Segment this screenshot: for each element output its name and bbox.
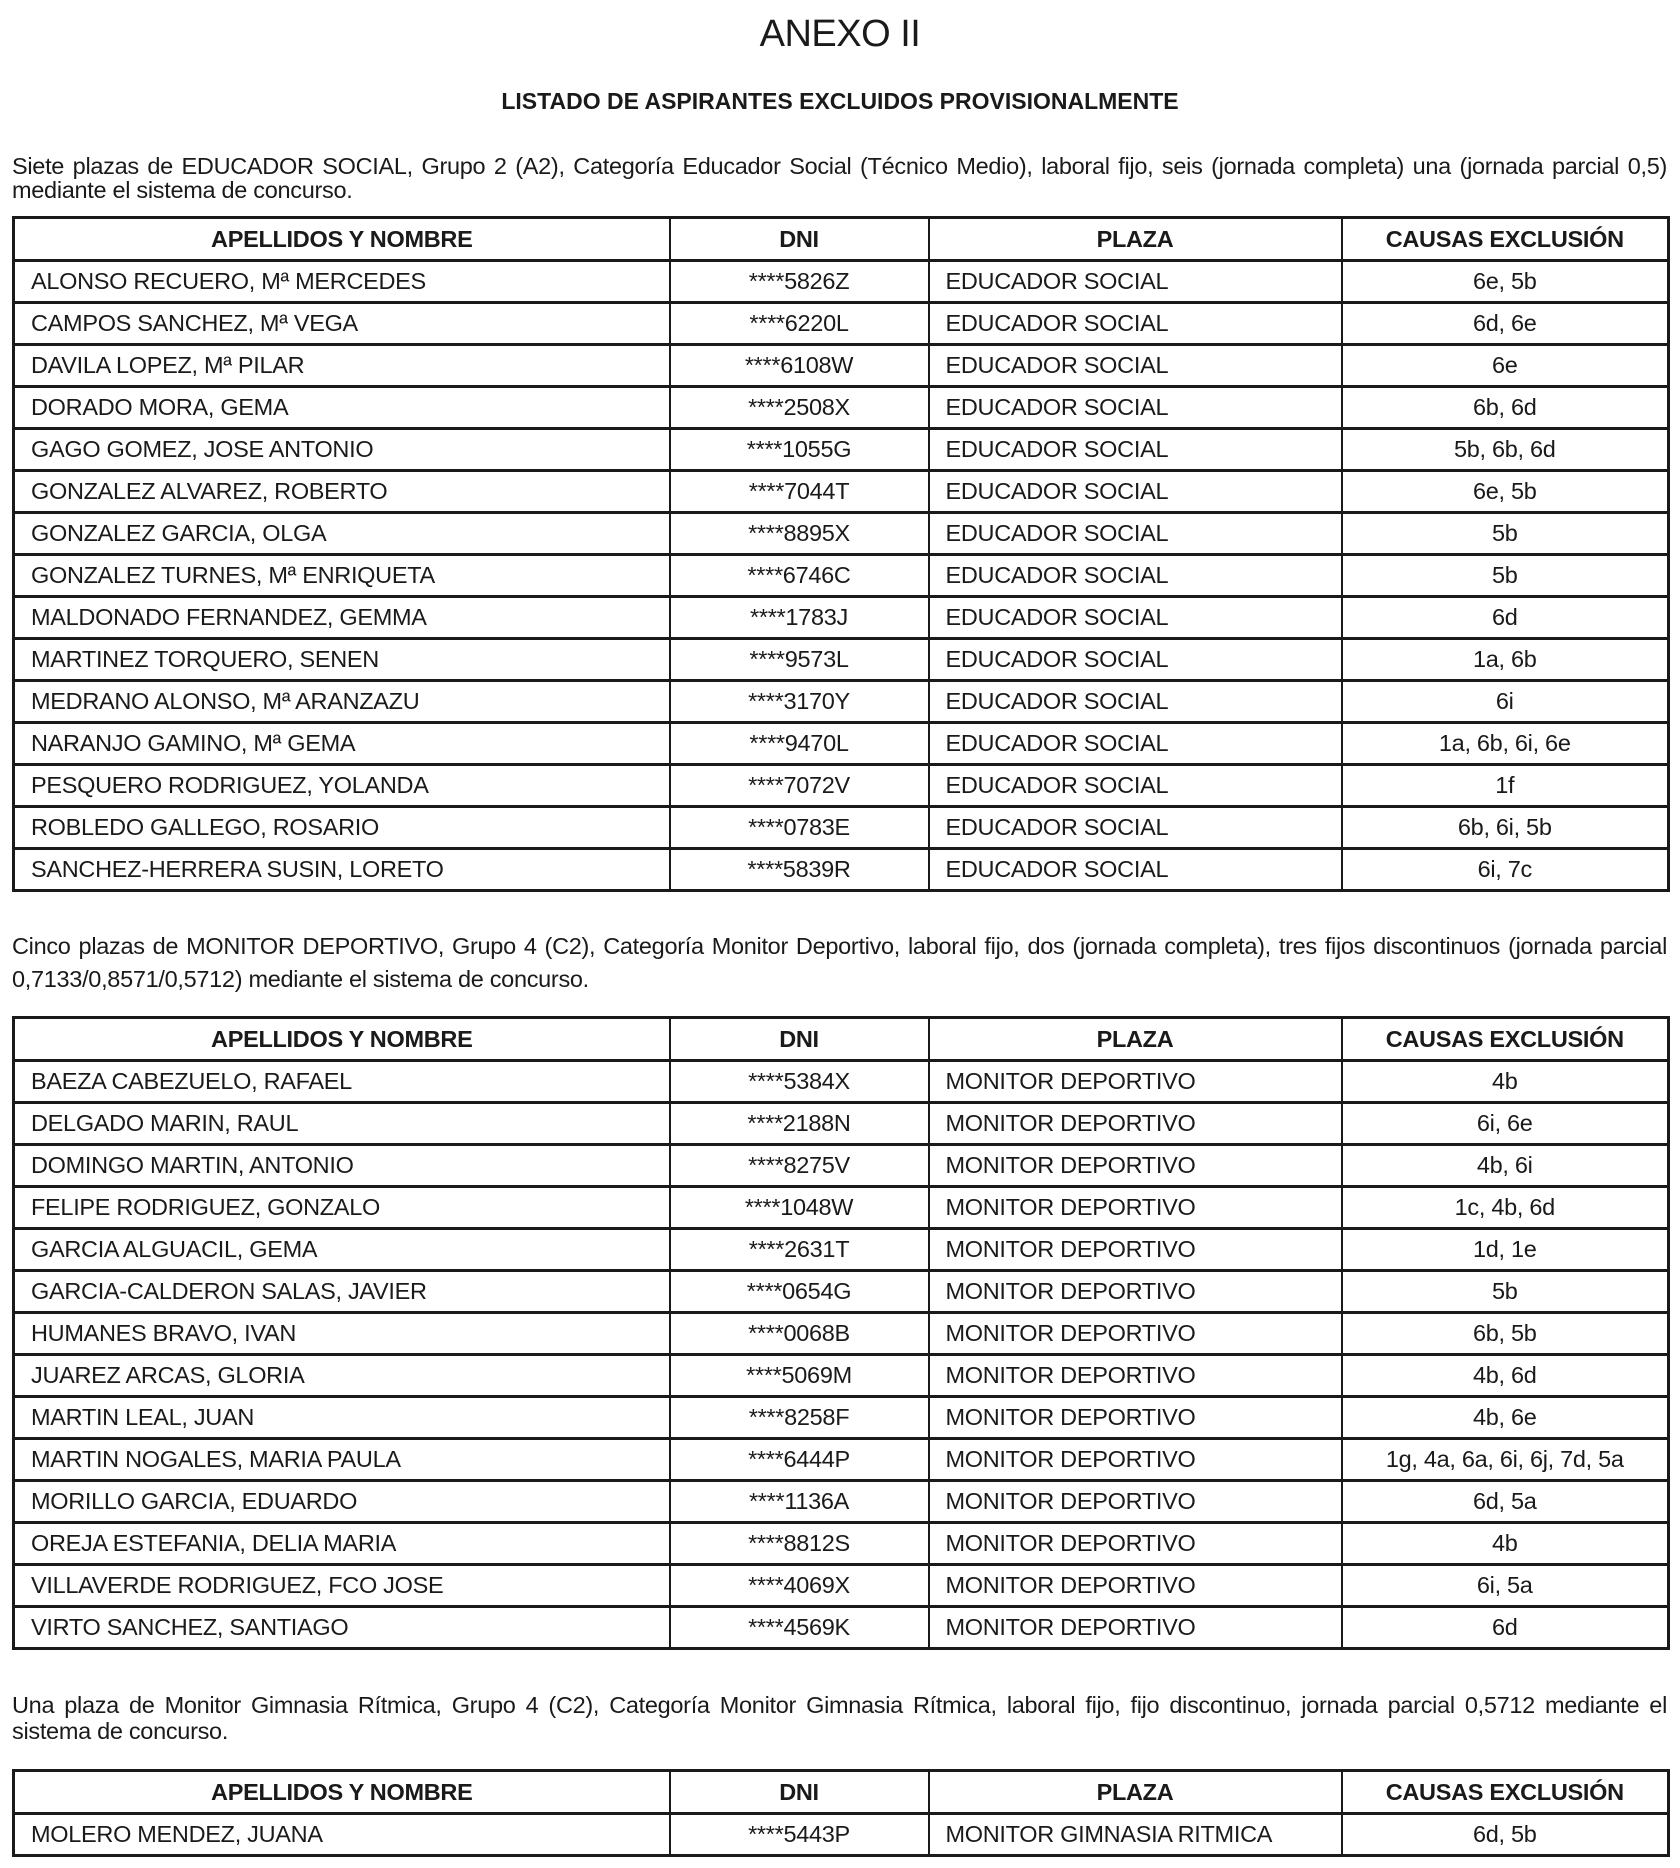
cell-causas: 4b, 6i xyxy=(1342,1145,1669,1187)
table-row xyxy=(14,1523,1669,1565)
table-header-row xyxy=(14,218,1669,261)
cell-dni: ****6444P xyxy=(670,1439,929,1481)
cell-causas: 1f xyxy=(1342,765,1669,807)
cell-name: DELGADO MARIN, RAUL xyxy=(14,1103,670,1145)
section-2-table xyxy=(12,1016,1670,1650)
cell-plaza: MONITOR DEPORTIVO xyxy=(929,1271,1342,1313)
table-row xyxy=(14,765,1669,807)
cell-dni: ****5443P xyxy=(670,1814,929,1856)
table-row xyxy=(14,345,1669,387)
table-row xyxy=(14,1229,1669,1271)
document-title: ANEXO II xyxy=(759,13,921,55)
cell-causas: 1a, 6b, 6i, 6e xyxy=(1342,723,1669,765)
cell-plaza: MONITOR DEPORTIVO xyxy=(929,1103,1342,1145)
cell-causas: 6e xyxy=(1342,345,1669,387)
cell-dni: ****0783E xyxy=(670,807,929,849)
column-header-causas: CAUSAS EXCLUSIÓN xyxy=(1342,1018,1669,1061)
cell-name: GONZALEZ TURNES, Mª ENRIQUETA xyxy=(14,555,670,597)
cell-dni: ****1783J xyxy=(670,597,929,639)
cell-name: FELIPE RODRIGUEZ, GONZALO xyxy=(14,1187,670,1229)
cell-dni: ****4069X xyxy=(670,1565,929,1607)
table-header-row xyxy=(14,1018,1669,1061)
cell-dni: ****8258F xyxy=(670,1397,929,1439)
section-1-description: Siete plazas de EDUCADOR SOCIAL, Grupo 2 (A2), Categoría Educador Social (Técnico Medio), laboral fijo, seis (jornada completa) una (jornada parcial 0,5) mediante el sistema de concurso. xyxy=(12,153,1667,203)
cell-name: GONZALEZ ALVAREZ, ROBERTO xyxy=(14,471,670,513)
cell-causas: 1a, 6b xyxy=(1342,639,1669,681)
table-row xyxy=(14,1397,1669,1439)
cell-plaza: EDUCADOR SOCIAL xyxy=(929,429,1342,471)
table-row xyxy=(14,1061,1669,1103)
cell-dni: ****1055G xyxy=(670,429,929,471)
cell-plaza: MONITOR DEPORTIVO xyxy=(929,1355,1342,1397)
cell-plaza: MONITOR DEPORTIVO xyxy=(929,1565,1342,1607)
cell-name: GAGO GOMEZ, JOSE ANTONIO xyxy=(14,429,670,471)
cell-name: ALONSO RECUERO, Mª MERCEDES xyxy=(14,261,670,303)
table-row xyxy=(14,1187,1669,1229)
cell-dni: ****6746C xyxy=(670,555,929,597)
cell-plaza: EDUCADOR SOCIAL xyxy=(929,765,1342,807)
cell-name: SANCHEZ-HERRERA SUSIN, LORETO xyxy=(14,849,670,891)
table-row xyxy=(14,1313,1669,1355)
cell-causas: 6b, 5b xyxy=(1342,1313,1669,1355)
cell-causas: 1d, 1e xyxy=(1342,1229,1669,1271)
cell-causas: 4b, 6e xyxy=(1342,1397,1669,1439)
cell-dni: ****9573L xyxy=(670,639,929,681)
cell-name: VILLAVERDE RODRIGUEZ, FCO JOSE xyxy=(14,1565,670,1607)
column-header-causas: CAUSAS EXCLUSIÓN xyxy=(1342,1771,1669,1814)
column-header-plaza: PLAZA xyxy=(929,1771,1342,1814)
cell-plaza: MONITOR DEPORTIVO xyxy=(929,1313,1342,1355)
cell-plaza: MONITOR DEPORTIVO xyxy=(929,1397,1342,1439)
section-2-description: Cinco plazas de MONITOR DEPORTIVO, Grupo 4 (C2), Categoría Monitor Deportivo, laboral fijo, dos (jornada completa), tres fijos discontinuos (jornada parcial 0,7133/0,8571/0,5712) mediante el sistema de concurso. xyxy=(12,933,1667,992)
table-row xyxy=(14,849,1669,891)
table-header-row xyxy=(14,1771,1669,1814)
cell-dni: ****2188N xyxy=(670,1103,929,1145)
document-subtitle: LISTADO DE ASPIRANTES EXCLUIDOS PROVISIONALMENTE xyxy=(501,88,1179,114)
cell-dni: ****0654G xyxy=(670,1271,929,1313)
cell-plaza: EDUCADOR SOCIAL xyxy=(929,261,1342,303)
column-header-dni: DNI xyxy=(670,1771,929,1814)
cell-name: DAVILA LOPEZ, Mª PILAR xyxy=(14,345,670,387)
table-row xyxy=(14,807,1669,849)
cell-name: GARCIA ALGUACIL, GEMA xyxy=(14,1229,670,1271)
cell-dni: ****4569K xyxy=(670,1607,929,1649)
cell-dni: ****7072V xyxy=(670,765,929,807)
section-3-description: Una plaza de Monitor Gimnasia Rítmica, Grupo 4 (C2), Categoría Monitor Gimnasia Rítmica, laboral fijo, fijo discontinuo, jornada parcial 0,5712 mediante el sistema de concurso. xyxy=(12,1692,1667,1744)
cell-dni: ****7044T xyxy=(670,471,929,513)
cell-name: MORILLO GARCIA, EDUARDO xyxy=(14,1481,670,1523)
cell-name: MALDONADO FERNANDEZ, GEMMA xyxy=(14,597,670,639)
cell-name: CAMPOS SANCHEZ, Mª VEGA xyxy=(14,303,670,345)
cell-plaza: MONITOR DEPORTIVO xyxy=(929,1061,1342,1103)
cell-dni: ****9470L xyxy=(670,723,929,765)
table-row xyxy=(14,723,1669,765)
table-row xyxy=(14,1481,1669,1523)
cell-plaza: EDUCADOR SOCIAL xyxy=(929,681,1342,723)
cell-causas: 6e, 5b xyxy=(1342,261,1669,303)
column-header-plaza: PLAZA xyxy=(929,1018,1342,1061)
cell-dni: ****2508X xyxy=(670,387,929,429)
cell-dni: ****6108W xyxy=(670,345,929,387)
table-row xyxy=(14,1439,1669,1481)
table-row xyxy=(14,471,1669,513)
table-row xyxy=(14,1145,1669,1187)
cell-name: MOLERO MENDEZ, JUANA xyxy=(14,1814,670,1856)
cell-causas: 6i xyxy=(1342,681,1669,723)
table-row xyxy=(14,1355,1669,1397)
column-header-dni: DNI xyxy=(670,1018,929,1061)
cell-causas: 4b, 6d xyxy=(1342,1355,1669,1397)
cell-plaza: EDUCADOR SOCIAL xyxy=(929,303,1342,345)
cell-plaza: MONITOR GIMNASIA RITMICA xyxy=(929,1814,1342,1856)
table-row xyxy=(14,429,1669,471)
table-row xyxy=(14,639,1669,681)
cell-name: VIRTO SANCHEZ, SANTIAGO xyxy=(14,1607,670,1649)
cell-name: HUMANES BRAVO, IVAN xyxy=(14,1313,670,1355)
section-3-table xyxy=(12,1769,1670,1857)
cell-dni: ****5839R xyxy=(670,849,929,891)
cell-causas: 5b xyxy=(1342,1271,1669,1313)
cell-name: BAEZA CABEZUELO, RAFAEL xyxy=(14,1061,670,1103)
cell-causas: 5b xyxy=(1342,555,1669,597)
cell-dni: ****5826Z xyxy=(670,261,929,303)
column-header-causas: CAUSAS EXCLUSIÓN xyxy=(1342,218,1669,261)
column-header-name: APELLIDOS Y NOMBRE xyxy=(14,218,670,261)
cell-plaza: MONITOR DEPORTIVO xyxy=(929,1607,1342,1649)
cell-plaza: EDUCADOR SOCIAL xyxy=(929,723,1342,765)
cell-causas: 6d xyxy=(1342,1607,1669,1649)
table-row xyxy=(14,387,1669,429)
cell-dni: ****3170Y xyxy=(670,681,929,723)
cell-name: NARANJO GAMINO, Mª GEMA xyxy=(14,723,670,765)
cell-name: DOMINGO MARTIN, ANTONIO xyxy=(14,1145,670,1187)
cell-causas: 1g, 4a, 6a, 6i, 6j, 7d, 5a xyxy=(1342,1439,1669,1481)
table-row xyxy=(14,597,1669,639)
cell-causas: 4b xyxy=(1342,1061,1669,1103)
cell-causas: 1c, 4b, 6d xyxy=(1342,1187,1669,1229)
column-header-plaza: PLAZA xyxy=(929,218,1342,261)
cell-plaza: MONITOR DEPORTIVO xyxy=(929,1523,1342,1565)
table-row xyxy=(14,1565,1669,1607)
cell-causas: 6i, 5a xyxy=(1342,1565,1669,1607)
cell-plaza: MONITOR DEPORTIVO xyxy=(929,1481,1342,1523)
table-row xyxy=(14,1271,1669,1313)
cell-plaza: EDUCADOR SOCIAL xyxy=(929,807,1342,849)
cell-plaza: EDUCADOR SOCIAL xyxy=(929,849,1342,891)
cell-plaza: MONITOR DEPORTIVO xyxy=(929,1145,1342,1187)
section-1-table xyxy=(12,216,1670,892)
cell-name: MARTIN NOGALES, MARIA PAULA xyxy=(14,1439,670,1481)
cell-plaza: MONITOR DEPORTIVO xyxy=(929,1229,1342,1271)
cell-plaza: EDUCADOR SOCIAL xyxy=(929,345,1342,387)
table-row xyxy=(14,1814,1669,1856)
cell-causas: 4b xyxy=(1342,1523,1669,1565)
cell-plaza: EDUCADOR SOCIAL xyxy=(929,555,1342,597)
cell-causas: 6d, 6e xyxy=(1342,303,1669,345)
table-row xyxy=(14,513,1669,555)
cell-causas: 6i, 7c xyxy=(1342,849,1669,891)
cell-dni: ****0068B xyxy=(670,1313,929,1355)
cell-causas: 6d, 5b xyxy=(1342,1814,1669,1856)
cell-dni: ****5384X xyxy=(670,1061,929,1103)
cell-causas: 6i, 6e xyxy=(1342,1103,1669,1145)
cell-causas: 6d xyxy=(1342,597,1669,639)
table-row xyxy=(14,261,1669,303)
cell-dni: ****8812S xyxy=(670,1523,929,1565)
table-row xyxy=(14,1607,1669,1649)
cell-name: DORADO MORA, GEMA xyxy=(14,387,670,429)
table-row xyxy=(14,555,1669,597)
cell-causas: 5b, 6b, 6d xyxy=(1342,429,1669,471)
cell-dni: ****6220L xyxy=(670,303,929,345)
column-header-name: APELLIDOS Y NOMBRE xyxy=(14,1018,670,1061)
table-row xyxy=(14,1103,1669,1145)
cell-name: JUAREZ ARCAS, GLORIA xyxy=(14,1355,670,1397)
cell-causas: 6b, 6d xyxy=(1342,387,1669,429)
column-header-name: APELLIDOS Y NOMBRE xyxy=(14,1771,670,1814)
cell-plaza: EDUCADOR SOCIAL xyxy=(929,513,1342,555)
cell-dni: ****2631T xyxy=(670,1229,929,1271)
cell-plaza: EDUCADOR SOCIAL xyxy=(929,639,1342,681)
cell-name: PESQUERO RODRIGUEZ, YOLANDA xyxy=(14,765,670,807)
cell-name: GONZALEZ GARCIA, OLGA xyxy=(14,513,670,555)
cell-name: MARTIN LEAL, JUAN xyxy=(14,1397,670,1439)
cell-causas: 6d, 5a xyxy=(1342,1481,1669,1523)
table-row xyxy=(14,681,1669,723)
column-header-dni: DNI xyxy=(670,218,929,261)
table-row xyxy=(14,303,1669,345)
cell-dni: ****1136A xyxy=(670,1481,929,1523)
cell-causas: 6b, 6i, 5b xyxy=(1342,807,1669,849)
cell-name: GARCIA-CALDERON SALAS, JAVIER xyxy=(14,1271,670,1313)
cell-name: OREJA ESTEFANIA, DELIA MARIA xyxy=(14,1523,670,1565)
cell-name: MARTINEZ TORQUERO, SENEN xyxy=(14,639,670,681)
cell-plaza: EDUCADOR SOCIAL xyxy=(929,597,1342,639)
cell-plaza: EDUCADOR SOCIAL xyxy=(929,387,1342,429)
cell-dni: ****5069M xyxy=(670,1355,929,1397)
cell-dni: ****8275V xyxy=(670,1145,929,1187)
cell-name: MEDRANO ALONSO, Mª ARANZAZU xyxy=(14,681,670,723)
cell-dni: ****8895X xyxy=(670,513,929,555)
cell-name: ROBLEDO GALLEGO, ROSARIO xyxy=(14,807,670,849)
cell-dni: ****1048W xyxy=(670,1187,929,1229)
cell-causas: 5b xyxy=(1342,513,1669,555)
cell-causas: 6e, 5b xyxy=(1342,471,1669,513)
cell-plaza: MONITOR DEPORTIVO xyxy=(929,1187,1342,1229)
cell-plaza: EDUCADOR SOCIAL xyxy=(929,471,1342,513)
cell-plaza: MONITOR DEPORTIVO xyxy=(929,1439,1342,1481)
